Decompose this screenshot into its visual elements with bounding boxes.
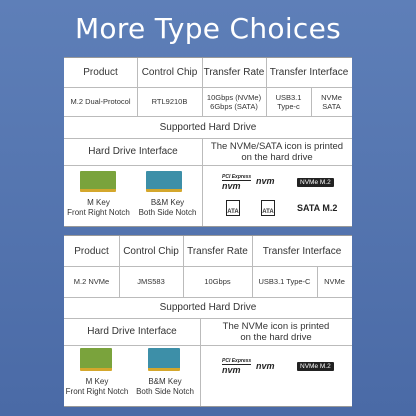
interface-usb-line2: Type-c	[277, 101, 300, 111]
interface-protocol	[311, 87, 352, 116]
icon-note-2-line1: The NVMe icon is printed	[222, 320, 330, 332]
bm-key-notch-2: Both Side Notch	[136, 387, 194, 396]
supported-hard-drive-2: Supported Hard Drive	[159, 302, 257, 313]
bm-key-card-image-2	[148, 348, 180, 371]
nvme-m2-badge-2: NVMe M.2	[297, 362, 334, 371]
bm-key-title-2: B&M Key	[148, 377, 182, 386]
header-control-chip-2: Control Chip	[123, 245, 179, 257]
header-transfer-rate-2: Transfer Rate	[187, 245, 248, 257]
bm-key-label-2	[130, 374, 200, 400]
hard-drive-interface-label: Hard Drive Interface	[88, 146, 178, 157]
interface-usb-line1: USB3.1	[275, 92, 302, 102]
interface-protocol-2: NVMe	[324, 277, 345, 286]
m-key-title-2: M Key	[85, 377, 109, 386]
header-product-2: Product	[74, 245, 109, 257]
bm-key-notch: Both Side Notch	[138, 208, 197, 217]
supported-hard-drive: Supported Hard Drive	[159, 121, 257, 133]
chip-value: RTL9210B	[151, 97, 188, 106]
chip-value-2: JMS583	[137, 277, 165, 286]
ata-logo-2: ATA	[261, 200, 275, 216]
interface-usb-2: USB3.1 Type-C	[258, 277, 311, 286]
header-transfer-interface: Transfer Interface	[269, 67, 349, 78]
m-key-card-image	[80, 171, 116, 192]
product-value-2: M.2 NVMe	[73, 277, 110, 286]
header-transfer-interface-2: Transfer Interface	[262, 245, 342, 257]
pci-express-logo-2: PCI Express	[222, 358, 252, 364]
icon-note	[202, 138, 352, 165]
ata-logo-1: ATA	[226, 200, 240, 216]
sata-m2-logo: SATA M.2	[297, 203, 338, 213]
interface-protocol-line2: SATA	[322, 101, 341, 111]
rate-nvme: 10Gbps (NVMe)	[206, 92, 262, 102]
bm-key-label	[133, 195, 202, 221]
nvm-logo-2: nvm	[256, 176, 275, 186]
nvme-m2-badge: NVMe M.2	[297, 178, 334, 187]
header-control-chip: Control Chip	[141, 67, 198, 78]
header-product: Product	[83, 67, 118, 78]
pci-express-logo: PCI Express	[222, 174, 252, 180]
rate-sata: 6Gbps (SATA)	[210, 101, 258, 111]
m-key-card-image-2	[80, 348, 112, 371]
bm-key-card-image	[146, 171, 182, 192]
nvm-logo-1: nvm	[222, 181, 241, 191]
icon-note-2-line2: on the hard drive	[240, 331, 312, 343]
bm-key-title: B&M Key	[150, 198, 185, 207]
spec-table-1	[64, 57, 352, 227]
spec-table-2	[64, 235, 352, 407]
nvm-logo-2b: nvm	[256, 361, 275, 371]
hard-drive-interface-label-2: Hard Drive Interface	[87, 326, 177, 337]
icon-note-2	[200, 318, 352, 345]
nvm-logo-2a: nvm	[222, 365, 241, 375]
icon-note-line1: The NVMe/SATA icon is printed	[210, 140, 344, 152]
m-key-notch: Front Right Notch	[67, 208, 130, 217]
m-key-label-2	[64, 374, 130, 400]
m-key-title: M Key	[87, 198, 110, 207]
page-title: More Type Choices	[74, 12, 342, 45]
header-transfer-rate: Transfer Rate	[203, 67, 265, 78]
m-key-notch-2: Front Right Notch	[65, 387, 129, 396]
rate-value	[202, 87, 266, 116]
m-key-label	[64, 195, 133, 221]
rate-value-2: 10Gbps	[204, 277, 231, 286]
interface-usb	[266, 87, 311, 116]
product-value: M.2 Dual-Protocol	[70, 97, 131, 106]
icon-note-line2: on the hard drive	[241, 151, 313, 163]
interface-protocol-line1: NVMe	[321, 92, 342, 102]
